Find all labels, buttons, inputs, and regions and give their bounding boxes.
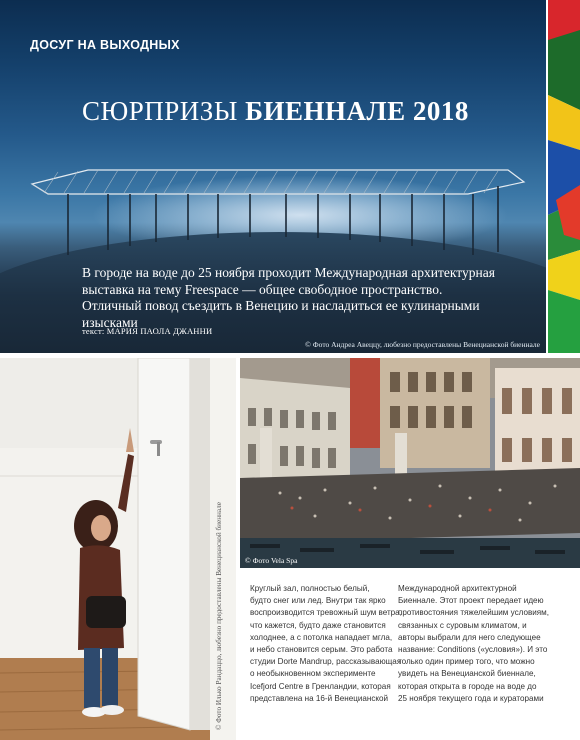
- body-line: что кажется, будто даже становится: [250, 620, 386, 630]
- door-scene-illustration: [0, 358, 236, 740]
- hero-photo-credit: © Фото Андреа Авеццу, любезно предоставлены Венецианской биеннале: [305, 340, 540, 349]
- colorful-side-artwork: [546, 0, 580, 353]
- pavilion-canopy-illustration: [28, 160, 528, 260]
- lead-line: Отличный повод съездить в Венецию и насладиться ее кулинарными: [82, 298, 480, 313]
- body-line: холоднее, а с потолка нападает мгла,: [250, 632, 393, 642]
- door-woman-photo: [0, 358, 236, 740]
- author-byline: текст: МАРИЯ ПАОЛА ДЖАННИ: [82, 326, 213, 336]
- title-regular: СЮРПРИЗЫ: [82, 96, 246, 126]
- venice-square-photo: [240, 358, 580, 568]
- title-bold: БИЕННАЛЕ 2018: [245, 96, 469, 126]
- piazza-illustration: [240, 358, 580, 568]
- hero-photo: [0, 0, 546, 353]
- lead-line: В городе на воде до 25 ноября проходит Международная архитектурная: [82, 265, 495, 280]
- square-photo-credit: © Фото Vela Spa: [245, 556, 298, 565]
- body-column-2: [398, 583, 548, 705]
- body-line: увидеть на Венецианской биеннале,: [398, 669, 536, 679]
- door-photo-credit: © Фото Илько Рандаццо, любезно предоставлены Венецианской биеннале: [215, 502, 223, 730]
- body-column-1: [250, 583, 402, 705]
- lead-line: выставка на тему Freespace — общее свободное пространство.: [82, 281, 443, 297]
- body-line: Международной архитектурной: [398, 584, 517, 593]
- body-line: только один пример того, что можно: [398, 657, 535, 667]
- body-line: Круглый зал, полностью белый,: [250, 584, 370, 593]
- body-line: название: Conditions («условия»). И это: [398, 645, 548, 655]
- body-line: и небо становится серым. Это работа: [250, 645, 393, 655]
- body-line: воспроизводится тревожный шум ветра,: [250, 608, 402, 618]
- section-kicker: ДОСУГ НА ВЫХОДНЫХ: [30, 38, 180, 52]
- body-line: связанных с суровым климатом, и: [398, 620, 527, 630]
- body-line: Icefjord Centre в Гренландии, которая: [250, 681, 391, 691]
- body-line: о необыкновенном эксперименте: [250, 669, 376, 679]
- body-line: Биеннале. Этот проект передает идею: [398, 596, 544, 606]
- body-line: авторы выбрали для него следующее: [398, 632, 541, 642]
- body-line: которая открыта в городе на воде до: [398, 681, 537, 691]
- lead-line: изысками: [82, 314, 138, 330]
- body-line: представлена на 16-й Венецианской: [250, 693, 389, 703]
- body-line: будто снег или лед. Внутри так ярко: [250, 596, 386, 606]
- body-line: студии Dorte Mandrup, рассказывающая: [250, 657, 402, 667]
- page-title: [82, 96, 469, 127]
- lead-paragraph: [82, 265, 502, 331]
- body-line: 25 ноября текущего года и кураторами: [398, 693, 544, 703]
- body-line: противостояния тяжелейшим условиям,: [398, 608, 549, 618]
